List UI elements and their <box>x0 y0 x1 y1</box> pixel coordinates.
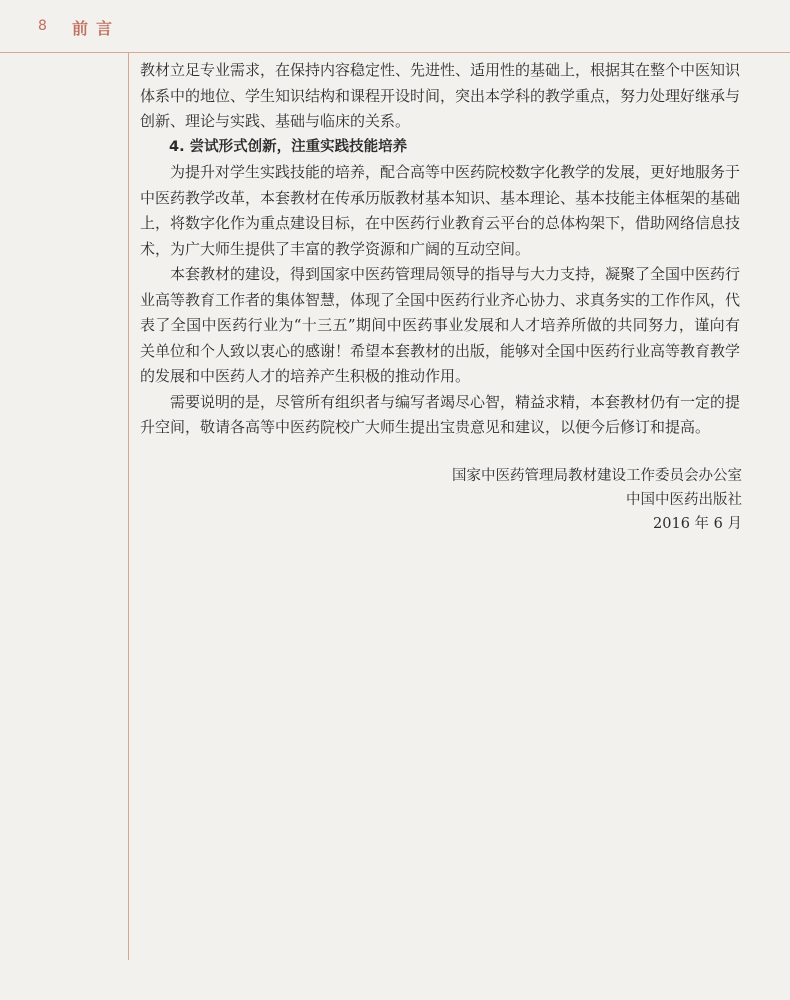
signature-org-2: 中国中医药出版社 <box>626 492 742 508</box>
signature-block <box>342 464 742 536</box>
paragraph-note: 需要说明的是，尽管所有组织者与编写者竭尽心智，精益求精，本套教材仍有一定的提升空间，敬请各高等中医药院校广大师生提出宝贵意见和建议，以便今后修订和提高。 <box>140 392 741 436</box>
page-header <box>0 0 790 53</box>
paragraph-continued: 教材立足专业需求，在保持内容稳定性、先进性、适用性的基础上，根据其在整个中医知识体系中的地位、学生知识结构和课程开设时间，突出本学科的教学重点，努力处理好继承与创新、理论与实践、基础与临床的关系。 <box>140 61 741 130</box>
signature-org-1: 国家中医药管理局教材建设工作委员会办公室 <box>452 468 742 484</box>
running-title: 前言 <box>72 19 121 38</box>
body-text <box>140 58 740 441</box>
paragraph-digital: 为提升对学生实践技能的培养，配合高等中医药院校数字化教学的发展，更好地服务于中医药教学改革，本套教材在传承历版教材基本知识、基本理论、基本技能主体框架的基础上，将数字化作为重点建设目标，在中医药行业教育云平台的总体构架下，借助网络信息技术，为广大师生提供了丰富的教学资源和广阔的互动空间。 <box>140 163 741 258</box>
paragraph-acknowledgement: 本套教材的建设，得到国家中医药管理局领导的指导与大力支持，凝聚了全国中医药行业高等教育工作者的集体智慧，体现了全国中医药行业齐心协力、求真务实的工作作风，代表了全国中医药行业为“十三五”期间中医药事业发展和人才培养所做的共同努力，谨向有关单位和个人致以衷心的感谢！希望本套教材的出版，能够对全国中医药行业高等教育教学的发展和中医药人才的培养产生积极的推动作用。 <box>140 265 741 385</box>
section-heading-4: 4. 尝试形式创新，注重实践技能培养 <box>169 138 408 155</box>
signature-date: 2016 年 6 月 <box>653 516 742 532</box>
margin-rule <box>128 52 129 960</box>
page-number: 8 <box>38 18 47 34</box>
